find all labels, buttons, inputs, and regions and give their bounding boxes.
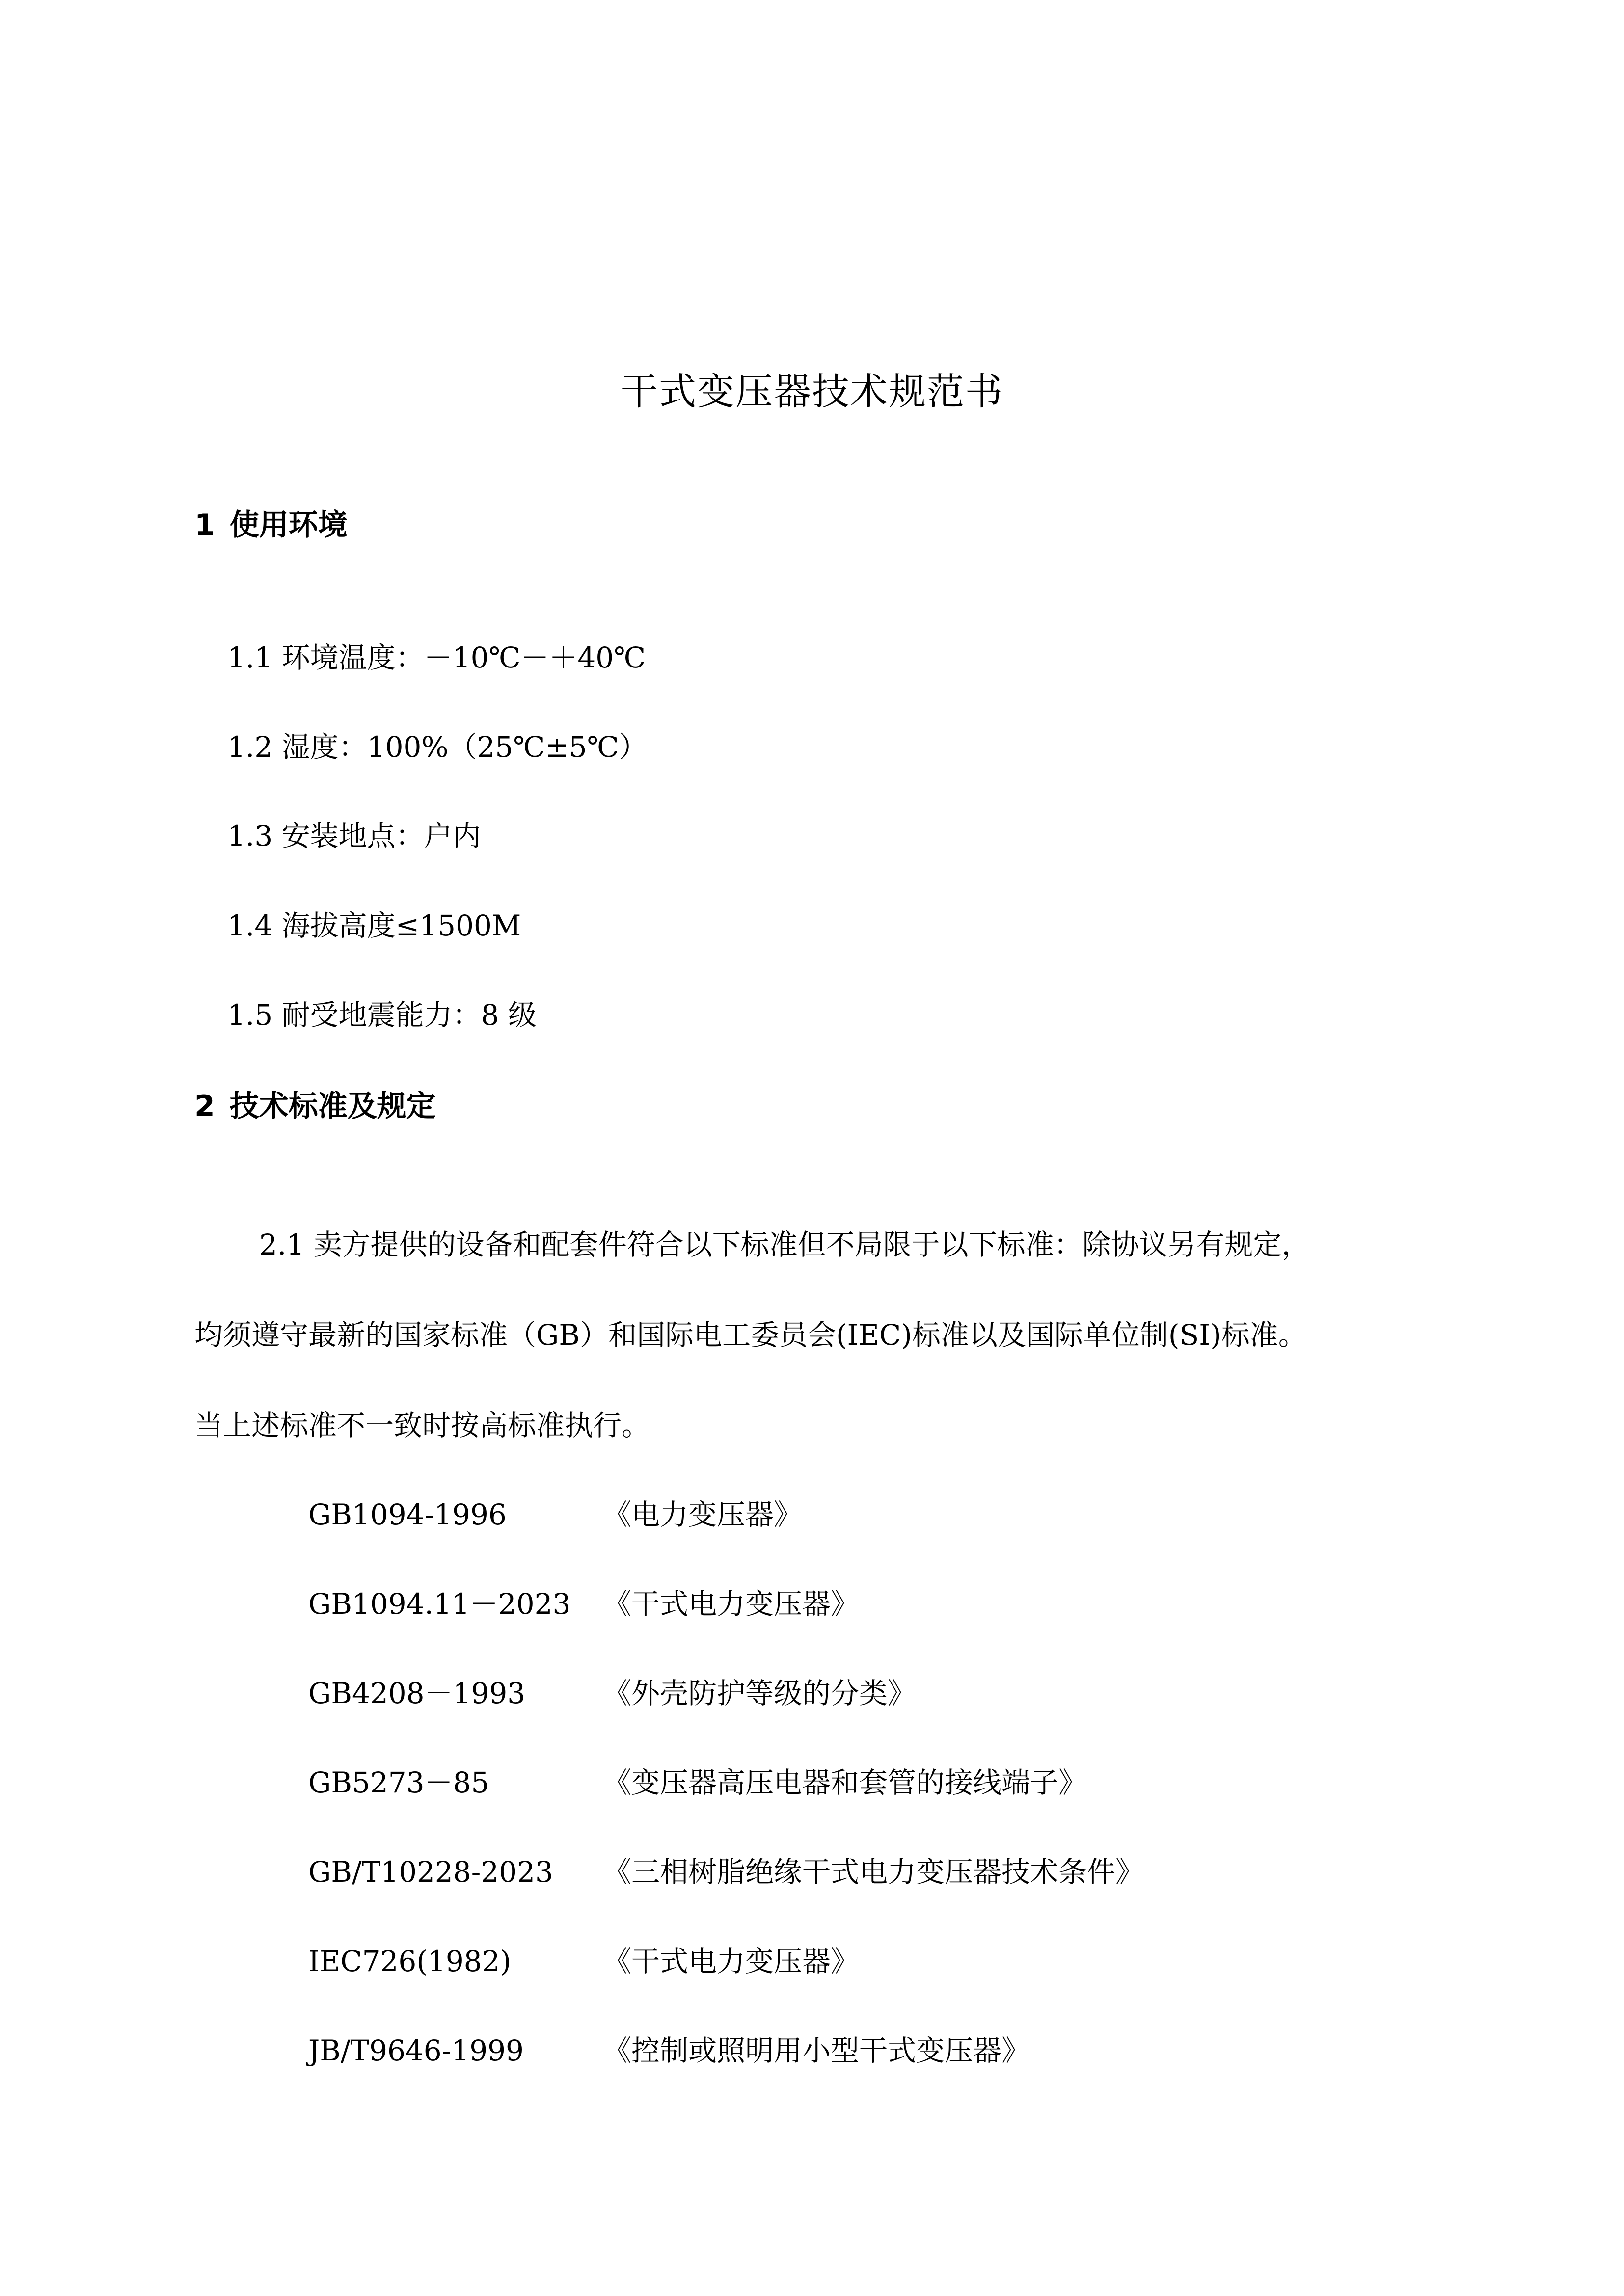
standard-name: 《外壳防护等级的分类》	[603, 1677, 917, 1710]
standard-row	[308, 2031, 1030, 2070]
standard-code: GB4208－1993	[308, 1677, 526, 1710]
standard-code: GB5273－85	[308, 1766, 489, 1799]
section-heading-1	[194, 506, 348, 545]
paragraph-line: 均须遵守最新的国家标准（GB）和国际电工委员会(IEC)标准以及国际单位制(SI)标准。	[194, 1318, 1307, 1352]
standard-row	[308, 1942, 859, 1981]
section-title: 技术标准及规定	[229, 1089, 436, 1123]
paragraph-line: 当上述标准不一致时按高标准执行。	[194, 1409, 650, 1442]
standard-row	[308, 1495, 802, 1534]
list-item: 1.5 耐受地震能力：8 级	[227, 998, 537, 1032]
section-number: 1	[194, 508, 215, 542]
list-item: 1.4 海拔高度≤1500M	[227, 909, 521, 942]
standard-code: JB/T9646-1999	[308, 2034, 524, 2067]
list-item: 1.2 湿度：100%（25℃±5℃）	[227, 730, 648, 764]
standard-row	[308, 1763, 1087, 1802]
standard-code: GB1094.11－2023	[308, 1587, 571, 1621]
standard-name: 《变压器高压电器和套管的接线端子》	[603, 1766, 1087, 1799]
section-heading-2	[194, 1087, 436, 1126]
paragraph-line: 2.1 卖方提供的设备和配套件符合以下标准但不局限于以下标准：除协议另有规定，	[259, 1228, 1310, 1261]
standard-code: GB1094-1996	[308, 1498, 507, 1531]
standard-row	[308, 1584, 859, 1624]
standard-row	[308, 1852, 1144, 1892]
standard-code: IEC726(1982)	[308, 1945, 512, 1978]
standard-name: 《干式电力变压器》	[603, 1945, 860, 1978]
standard-name: 《控制或照明用小型干式变压器》	[603, 2034, 1030, 2067]
list-item: 1.1 环境温度：－10℃－＋40℃	[227, 641, 646, 674]
list-item: 1.3 安装地点：户内	[227, 819, 481, 853]
standard-name: 《干式电力变压器》	[603, 1587, 860, 1621]
section-title: 使用环境	[229, 508, 348, 542]
page-title: 干式变压器技术规范书	[621, 370, 1003, 413]
standard-name: 《三相树脂绝缘干式电力变压器技术条件》	[603, 1855, 1144, 1889]
section-number: 2	[194, 1089, 215, 1123]
standard-row	[308, 1674, 916, 1713]
standard-name: 《电力变压器》	[603, 1498, 803, 1531]
standard-code: GB/T10228-2023	[308, 1855, 553, 1889]
